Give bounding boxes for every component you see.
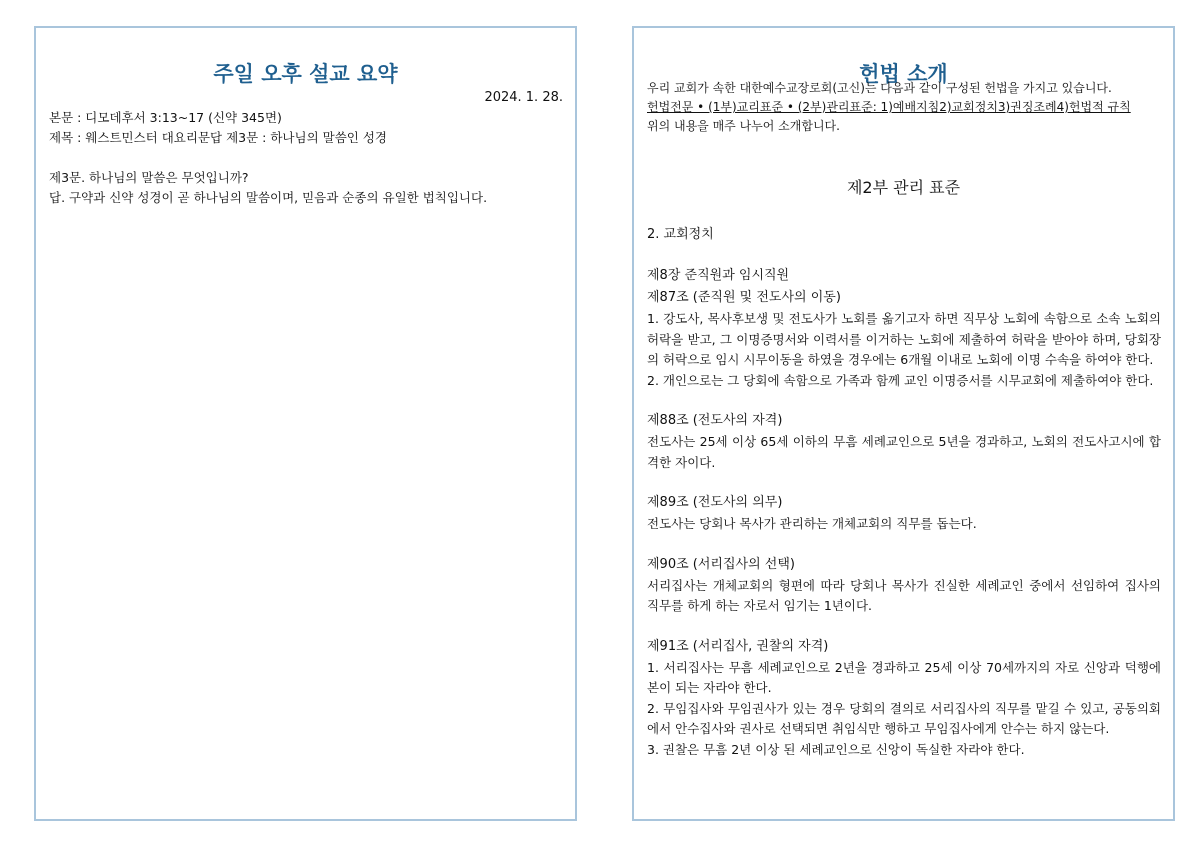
chapter-heading: 제8장 준직원과 임시직원 <box>647 268 790 283</box>
article-title: 제91조 (서리집사, 권찰의 자격) <box>647 638 829 654</box>
constitution-panel <box>632 26 1175 821</box>
scripture-reference: 본문 : 디모데후서 3:13~17 (신약 345면) <box>49 110 282 125</box>
sermon-subject: 제목 : 웨스트민스터 대요리문답 제3문 : 하나님의 말씀인 성경 <box>49 130 387 145</box>
article-paragraph: 1. 강도사, 목사후보생 및 전도사가 노회를 옮기고자 하면 직무상 노회에 속함으로 소속 노회의 허락을 받고, 그 이명증명서와 이력서를 이거하는 노회에 제출하여 허락을 받아야 하며, 당회장의 허락으로 임시 시무이동을 하였을 경우에는 6개월 이내로 노회에 이명 수속을 하여야 한다. <box>647 311 1161 367</box>
intro-line: 우리 교회가 속한 대한예수교장로회(고신)는 다음과 같이 구성된 헌법을 가지고 있습니다. <box>647 81 1112 95</box>
article-title: 제87조 (준직원 및 전도사의 이동) <box>647 290 841 305</box>
intro-line: 위의 내용을 매주 나누어 소개합니다. <box>647 119 840 133</box>
article-title: 제88조 (전도사의 자격) <box>647 413 783 428</box>
constitution-title: 헌법 소개 <box>859 62 948 86</box>
article-paragraph: 서리집사는 개체교회의 형편에 따라 당회나 목사가 진실한 세례교인 중에서 선임하여 집사의 직무를 하게 하는 자로서 임기는 1년이다. <box>647 577 1161 613</box>
sermon-title: 주일 오후 설교 요약 <box>213 62 398 86</box>
article-paragraph: 전도사는 25세 이상 65세 이하의 무흠 세례교인으로 5년을 경과하고, 노회의 전도사고시에 합격한 자이다. <box>647 434 1161 470</box>
catechism-answer: 답. 구약과 신약 성경이 곧 하나님의 말씀이며, 믿음과 순종의 유일한 법칙입니다. <box>49 190 488 205</box>
subsection-heading: 2. 교회정치 <box>647 227 714 242</box>
section-title: 제2부 관리 표준 <box>846 178 961 197</box>
sermon-summary-panel <box>34 26 577 821</box>
sermon-date: 2024. 1. 28. <box>484 90 563 105</box>
sermon-body <box>49 108 563 208</box>
article-paragraph: 1. 서리집사는 무흠 세례교인으로 2년을 경과하고 25세 이상 70세까지의 자로 신앙과 덕행에 본이 되는 자라야 한다. <box>647 659 1161 695</box>
constitution-structure-line: 헌법전문 • (1부)교리표준 • (2부)관리표준: 1)예배지침2)교회정치3)권징조례4)헌법적 규칙 <box>647 100 1131 114</box>
constitution-intro <box>647 79 1161 136</box>
article-paragraph: 2. 무임집사와 무임권사가 있는 경우 당회의 결의로 서리집사의 직무를 맡길 수 있고, 공동의회에서 안수집사와 권사로 선택되면 취임식만 행하고 무임집사에게 안수는 하지 않는다. <box>647 700 1161 736</box>
articles-container <box>647 224 1161 760</box>
catechism-question: 제3문. 하나님의 말씀은 무엇입니까? <box>49 170 249 185</box>
article-paragraph: 2. 개인으로는 그 당회에 속함으로 가족과 함께 교인 이명증서를 시무교회에 제출하여야 한다. <box>647 372 1154 388</box>
article-list <box>647 287 1161 760</box>
article-title: 제90조 (서리집사의 선택) <box>647 556 795 572</box>
article-paragraph: 3. 권찰은 무흠 2년 이상 된 세례교인으로 신앙이 독실한 자라야 한다. <box>647 741 1025 757</box>
article-title: 제89조 (전도사의 의무) <box>647 495 783 510</box>
article-paragraph: 전도사는 당회나 목사가 관리하는 개체교회의 직무를 돕는다. <box>647 516 977 531</box>
